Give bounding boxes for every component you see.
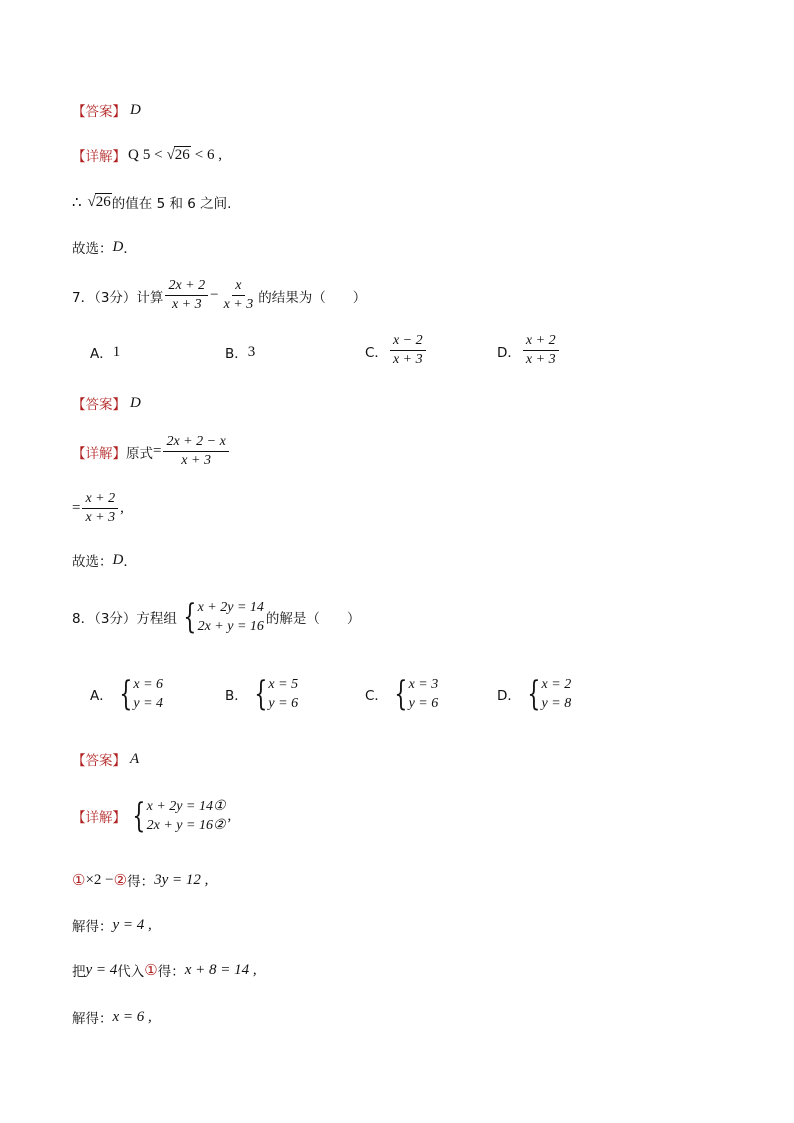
answer-tag: 【答案】 (72, 397, 126, 413)
system-rows (409, 675, 439, 713)
q7-step-line (72, 491, 124, 526)
choose-value: D (112, 238, 124, 255)
choose-value: D (112, 551, 124, 568)
option-label: A． (90, 346, 113, 362)
q6-sqrt-radicand: 26 (174, 146, 190, 163)
choose-prefix: 故选： (72, 241, 113, 257)
q7-frac2 (221, 278, 257, 313)
q8-stem-prefix: 8．（3分）方程组 (72, 611, 177, 627)
therefore-symbol: ∴ (72, 194, 82, 211)
q7-detail-text: 原式 (126, 445, 153, 462)
system-rows (542, 675, 572, 713)
system-rows (133, 675, 163, 713)
q8-stem-suffix: 的解是（ ） (265, 611, 361, 627)
q8-option-d (497, 675, 573, 713)
q8-step3-de: 得： (157, 964, 185, 980)
q8-answer-line (72, 749, 139, 769)
option-value: 3 (247, 343, 256, 360)
option-frac-num: x + 2 (523, 333, 559, 351)
q8-step2-result: y = 4 , (112, 916, 152, 933)
choose-prefix: 故选： (72, 554, 113, 570)
system-row2: y = 8 (541, 696, 572, 711)
q7-frac1 (165, 278, 208, 313)
q7-choose-line (72, 550, 137, 570)
q8-step1-line (72, 870, 208, 890)
option-label: C． (365, 344, 388, 361)
option-system (523, 675, 571, 713)
system-row1: x = 2 (541, 677, 572, 692)
brace-symbol: { (183, 597, 197, 637)
detail-tag: 【详解】 (72, 445, 126, 462)
option-frac-den: x + 3 (392, 352, 423, 367)
q8-step4-prefix: 解得： (72, 1011, 113, 1027)
q8-detail-line (72, 797, 231, 835)
q7-stem-prefix: 7．（3分）计算 (72, 289, 164, 306)
brace-symbol: { (119, 674, 133, 714)
q8-detail-suffix: , (227, 807, 232, 824)
option-frac (523, 333, 559, 368)
system-eq1: x + 2y = 14 (197, 600, 264, 615)
choose-suffix: ． (123, 554, 137, 570)
q6-sqrt: √26 (166, 146, 190, 163)
option-label: A． (90, 688, 113, 704)
q6-choose-line (72, 237, 137, 257)
q8-detail-system (128, 797, 226, 835)
q7-frac2-den: x + 3 (223, 297, 254, 312)
brace-symbol: { (527, 674, 541, 714)
answer-tag: 【答案】 (72, 753, 126, 769)
system-rows (198, 598, 264, 636)
q6-detail-left: 5 < (142, 146, 163, 163)
option-label: B． (225, 688, 248, 704)
q7-frac2-num: x (232, 278, 244, 296)
option-label: D． (497, 344, 521, 361)
q7-step-eq: = (72, 500, 81, 516)
choose-suffix: ． (123, 241, 137, 257)
q7-option-c (365, 333, 428, 368)
q6-detail-right: < 6 , (194, 146, 223, 163)
q6-therefore-text: 的值在 5 和 6 之间. (111, 196, 232, 212)
q7-detail-frac-den: x + 3 (181, 453, 211, 468)
q7-answer-line (72, 393, 141, 413)
option-system (115, 675, 163, 713)
q7-detail-frac-num: 2x + 2 − x (163, 434, 228, 452)
q6-answer-value: D (130, 101, 141, 118)
q7-step-frac (82, 491, 118, 526)
system-row1: x = 5 (268, 677, 299, 692)
option-system (390, 675, 438, 713)
system-row2: y = 4 (133, 696, 164, 711)
option-frac-den: x + 3 (525, 352, 556, 367)
q8-step1-de: 得： (127, 874, 155, 890)
system-rows (147, 797, 226, 835)
q8-step2-prefix: 解得： (72, 919, 113, 935)
q8-answer-value: A (130, 750, 140, 767)
option-label: D． (497, 688, 521, 704)
brace-symbol: { (132, 796, 146, 836)
answer-tag: 【答案】 (72, 104, 126, 120)
q7-option-b (225, 342, 255, 362)
q6-therefore-line (72, 192, 231, 212)
system-eq2: 2x + y = 16 (197, 619, 264, 634)
circle-one-marker: ① (144, 962, 158, 979)
circle-one-marker: ① (72, 872, 86, 889)
option-frac (390, 333, 426, 368)
q8-step4-line (72, 1007, 152, 1027)
q7-step-frac-num: x + 2 (82, 491, 118, 509)
q8-step3-ba: 把 (72, 964, 86, 980)
system-eq2: 2x + y = 16② (146, 818, 226, 833)
q7-step-frac-den: x + 3 (85, 510, 116, 525)
brace-symbol: { (394, 674, 408, 714)
option-frac-num: x − 2 (390, 333, 426, 351)
q7-minus: − (210, 287, 219, 303)
system-eq1: x + 2y = 14① (146, 799, 226, 814)
q8-step2-line (72, 915, 152, 935)
q6-sqrt-2: √26 (87, 193, 111, 210)
q7-step-suffix: , (120, 500, 124, 516)
q8-step3-result: x + 8 = 14 , (184, 961, 257, 978)
q7-answer-value: D (130, 394, 141, 411)
q7-stem-suffix: 的结果为（ ） (258, 289, 367, 306)
circle-two-marker: ② (113, 872, 128, 889)
q6-answer-line (72, 100, 141, 120)
option-value: 1 (112, 343, 121, 360)
q8-step3-sub: y = 4 (85, 961, 118, 978)
q8-equation-system (179, 598, 264, 636)
q7-stem (72, 278, 366, 313)
system-row2: y = 6 (408, 696, 439, 711)
option-label: C． (365, 688, 388, 704)
q8-stem (72, 598, 360, 636)
q8-step4-result: x = 6 , (112, 1008, 152, 1025)
q6-sqrt-2-radicand: 26 (95, 193, 111, 210)
system-row1: x = 6 (133, 677, 164, 692)
option-label: B． (225, 346, 248, 362)
q7-detail-line (72, 434, 231, 469)
q8-option-c (365, 675, 440, 713)
q8-step1-result: 3y = 12 , (154, 871, 209, 888)
q8-option-a (90, 675, 165, 713)
detail-tag: 【详解】 (72, 810, 126, 826)
q6-detail-line (72, 145, 222, 165)
q8-option-b (225, 675, 300, 713)
system-row2: y = 6 (268, 696, 299, 711)
q7-detail-frac (163, 434, 228, 469)
q8-step3-dairu: 代入 (117, 964, 145, 980)
q7-detail-eq: = (153, 443, 162, 459)
system-row1: x = 3 (408, 677, 439, 692)
brace-symbol: { (254, 674, 268, 714)
detail-tag: 【详解】 (72, 149, 126, 165)
option-system (250, 675, 298, 713)
system-rows (268, 675, 298, 713)
q8-step1-mult: ×2 − (85, 871, 114, 888)
q7-frac1-num: 2x + 2 (165, 278, 208, 296)
q7-frac1-den: x + 3 (171, 297, 202, 312)
q8-step3-line (72, 960, 257, 980)
q7-option-d (497, 333, 561, 368)
q6-detail-prefix: Q (128, 146, 139, 163)
q7-option-a (90, 342, 120, 362)
